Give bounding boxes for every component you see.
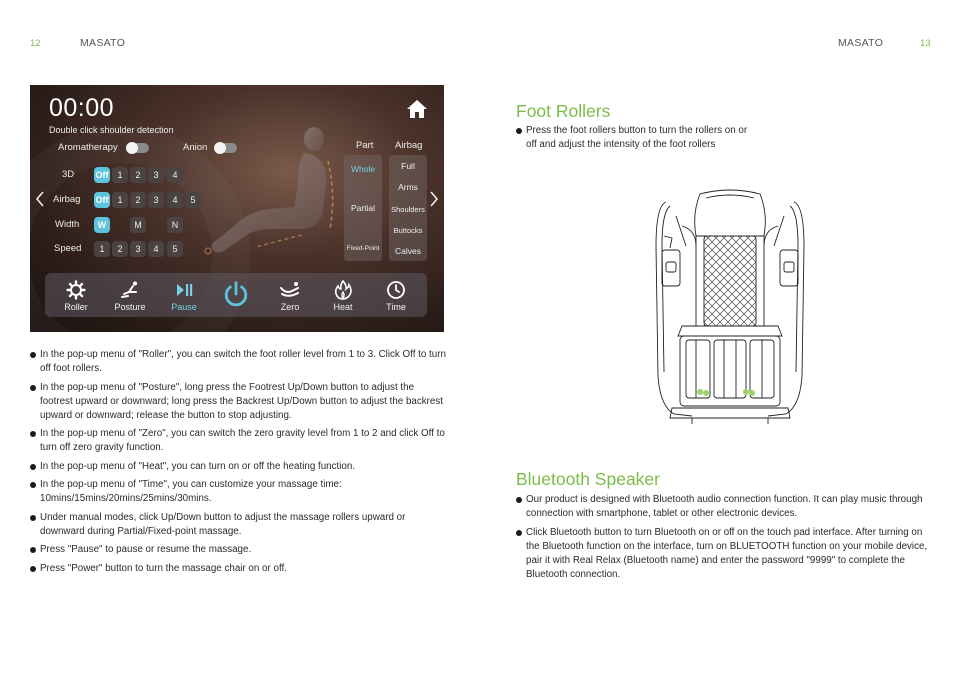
part-option-partial[interactable]: Partial (350, 203, 376, 213)
roller-button[interactable] (51, 273, 101, 317)
airbag-zone-shoulders[interactable]: Shoulders (391, 205, 425, 214)
shoulder-detection-label: Double click shoulder detection (49, 125, 174, 135)
list-item: Press the foot rollers button to turn the rollers on or off and adjust the intensity of the foot rollers (516, 124, 752, 152)
airbag-label: Airbag (53, 194, 81, 205)
list-item: Click Bluetooth button to turn Bluetooth on or off on the touch pad interface. After turning on the Bluetooth function on the interface, turn on BLUETOOTH function on your mobile device, pair it with Real Relax (Bluetooth name) and enter the password "9999" to complete the Bluetooth connection. (516, 526, 928, 582)
part-option-fixed-point[interactable]: Fixed-Point (346, 245, 380, 252)
bluetooth-speaker-title: Bluetooth Speaker (516, 469, 660, 489)
zero-label: Zero (280, 302, 300, 312)
airbag-zone-buttocks[interactable]: Buttocks (393, 226, 423, 235)
speed-option-4[interactable]: 4 (148, 241, 164, 257)
remote-control-screen (30, 85, 444, 332)
zero-gravity-icon (280, 280, 300, 300)
foot-rollers-title: Foot Rollers (516, 101, 611, 121)
airbag-option-2[interactable]: 2 (130, 192, 146, 208)
speed-option-1[interactable]: 1 (94, 241, 110, 257)
posture-label: Posture (114, 302, 146, 312)
airbag-option-off[interactable]: Off (94, 192, 110, 208)
massage-chair-illustration (652, 186, 808, 426)
reclined-body-figure (198, 125, 358, 265)
heat-label: Heat (333, 302, 353, 312)
chevron-left-icon[interactable] (34, 190, 46, 208)
roller-label: Roller (64, 302, 88, 312)
toggle-knob (126, 142, 138, 154)
list-item: Press "Pause" to pause or resume the massage. (30, 543, 448, 557)
width-option-w[interactable]: W (94, 217, 110, 233)
3d-label: 3D (62, 169, 75, 180)
timer-display: 00:00 (49, 94, 115, 122)
right-page-number: 13 (920, 38, 931, 49)
bluetooth-list (516, 493, 928, 586)
3d-option-off[interactable]: Off (94, 167, 110, 183)
left-instruction-list (30, 348, 448, 580)
home-icon[interactable] (406, 99, 428, 119)
width-label: Width (55, 219, 80, 230)
list-item: In the pop-up menu of "Roller", you can switch the foot roller level from 1 to 3. Click Off to turn off foot rollers. (30, 348, 448, 376)
zero-gravity-button[interactable] (265, 273, 315, 317)
flame-icon (333, 280, 353, 300)
bottom-control-bar (45, 273, 427, 317)
list-item: In the pop-up menu of "Time", you can customize your massage time: 10mins/15mins/20mins/25mins/30mins. (30, 478, 448, 506)
aromatherapy-label: Aromatherapy (58, 142, 118, 153)
width-option-m[interactable]: M (130, 217, 146, 233)
airbag-option-4[interactable]: 4 (167, 192, 183, 208)
heat-button[interactable] (318, 273, 368, 317)
list-item: In the pop-up menu of "Zero", you can switch the zero gravity level from 1 to 2 and click Off to turn off zero gravity function. (30, 427, 448, 455)
3d-option-3[interactable]: 3 (148, 167, 164, 183)
pause-button[interactable] (159, 273, 209, 317)
clock-icon (386, 280, 406, 300)
left-page-number: 12 (30, 38, 41, 49)
pause-label: Pause (171, 302, 197, 312)
airbag-zone-calves[interactable]: Calves (395, 246, 421, 256)
airbag-option-1[interactable]: 1 (112, 192, 128, 208)
right-brand: MASATO (838, 37, 884, 49)
list-item: Press "Power" button to turn the massage chair on or off. (30, 562, 448, 576)
time-button[interactable] (371, 273, 421, 317)
3d-option-4[interactable]: 4 (167, 167, 183, 183)
time-label: Time (386, 302, 406, 312)
anion-label: Anion (183, 142, 208, 153)
airbag-option-3[interactable]: 3 (148, 192, 164, 208)
power-button[interactable] (211, 273, 261, 317)
list-item: Our product is designed with Bluetooth audio connection function. It can play music through connection with smartphone, tablet or other electronic devices. (516, 493, 928, 521)
power-icon (222, 280, 250, 308)
list-item: In the pop-up menu of "Heat", you can turn on or off the heating function. (30, 460, 448, 474)
foot-rollers-list (516, 124, 752, 157)
posture-icon (120, 280, 140, 300)
width-option-n[interactable]: N (167, 217, 183, 233)
airbag-zone-arms[interactable]: Arms (398, 182, 418, 192)
3d-option-1[interactable]: 1 (112, 167, 128, 183)
posture-button[interactable] (105, 273, 155, 317)
part-option-whole[interactable]: Whole (350, 164, 376, 174)
play-pause-icon (174, 280, 194, 300)
speed-option-3[interactable]: 3 (130, 241, 146, 257)
gear-icon (66, 280, 86, 300)
airbag-zone-heading: Airbag (395, 140, 423, 151)
airbag-option-5[interactable]: 5 (185, 192, 201, 208)
3d-option-2[interactable]: 2 (130, 167, 146, 183)
airbag-zone-full[interactable]: Full (401, 161, 415, 171)
list-item: Under manual modes, click Up/Down button to adjust the massage rollers upward or downward during Partial/Fixed-point massage. (30, 511, 448, 539)
aromatherapy-toggle[interactable] (127, 143, 149, 153)
speed-option-2[interactable]: 2 (112, 241, 128, 257)
left-brand: MASATO (80, 37, 126, 49)
part-heading: Part (356, 140, 374, 151)
speed-label: Speed (54, 243, 82, 254)
list-item: In the pop-up menu of "Posture", long press the Footrest Up/Down button to adjust the footrest upward or downward; long press the Backrest Up/Down button to adjust the backrest upward or downward; release the button to stop adjusting. (30, 381, 448, 423)
speed-option-5[interactable]: 5 (167, 241, 183, 257)
